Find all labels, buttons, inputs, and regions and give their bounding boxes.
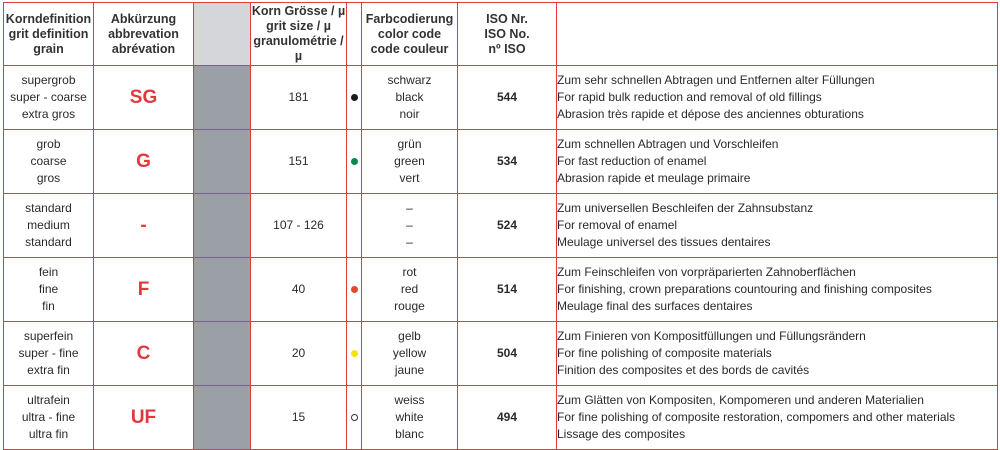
grain-cell xyxy=(4,386,94,450)
grain-name: standard xyxy=(25,235,72,249)
header-iso-de: ISO Nr. xyxy=(486,11,528,26)
description-cell xyxy=(557,194,998,258)
color-name-cell xyxy=(362,386,458,450)
grit-texture-image xyxy=(194,66,251,130)
grit-texture-image xyxy=(194,130,251,194)
header-abbrev-en: abbrevation xyxy=(108,26,179,41)
table-row xyxy=(4,194,998,258)
header-color-de: Farbcodierung xyxy=(365,11,454,26)
description-line: Abrasion très rapide et dépose des anciennes obturations xyxy=(557,107,864,121)
header-abbrev xyxy=(94,3,194,66)
color-name-cell xyxy=(362,66,458,130)
grit-texture-image xyxy=(194,386,251,450)
abbrev-cell: - xyxy=(94,194,194,258)
grain-name: fein xyxy=(38,265,59,279)
grain-name: ultra - fine xyxy=(21,410,76,424)
color-name-cell xyxy=(362,194,458,258)
grain-name: grob xyxy=(36,137,61,151)
color-dot-cell xyxy=(347,322,362,386)
color-name: schwarz xyxy=(387,73,432,87)
grit-size-cell: 181 xyxy=(251,66,347,130)
header-dot xyxy=(347,3,362,66)
description-line: For rapid bulk reduction and removal of old fillings xyxy=(557,90,822,104)
grain-cell xyxy=(4,130,94,194)
color-name: vert xyxy=(399,171,420,185)
description-line: Zum Feinschleifen von vorpräparierten Zahnoberflächen xyxy=(557,265,856,279)
color-name: rot xyxy=(402,265,417,279)
color-dot-cell xyxy=(347,194,362,258)
color-name-cell xyxy=(362,258,458,322)
description-line: Zum schnellen Abtragen und Vorschleifen xyxy=(557,137,779,151)
grit-table xyxy=(3,2,998,450)
yellow-dot-icon xyxy=(351,350,358,357)
grit-size-cell: 15 xyxy=(251,386,347,450)
header-grain-fr: grain xyxy=(33,41,64,56)
header-grit-size xyxy=(251,3,347,66)
description-line: Abrasion rapide et meulage primaire xyxy=(557,171,751,185)
iso-cell: 514 xyxy=(458,258,557,322)
grain-name: coarse xyxy=(30,154,67,168)
table-row xyxy=(4,322,998,386)
grit-size-cell: 40 xyxy=(251,258,347,322)
iso-cell: 504 xyxy=(458,322,557,386)
table-row xyxy=(4,66,998,130)
header-color-fr: code couleur xyxy=(370,41,449,56)
description-line: For fine polishing of composite materials xyxy=(557,346,772,360)
abbrev-cell: F xyxy=(94,258,194,322)
description-cell xyxy=(557,322,998,386)
color-name-cell xyxy=(362,322,458,386)
grain-name: gros xyxy=(36,171,61,185)
color-name: green xyxy=(394,154,425,168)
grain-name: supergrob xyxy=(21,73,76,87)
table-row xyxy=(4,130,998,194)
color-name: black xyxy=(395,90,424,104)
iso-cell: 534 xyxy=(458,130,557,194)
header-description xyxy=(557,3,998,66)
description-cell xyxy=(557,258,998,322)
description-line: Zum Glätten von Kompositen, Kompomeren und anderen Materialien xyxy=(557,393,924,407)
color-name: grün xyxy=(397,137,422,151)
grain-cell xyxy=(4,258,94,322)
header-iso xyxy=(458,3,557,66)
abbrev-cell: G xyxy=(94,130,194,194)
green-dot-icon xyxy=(351,158,358,165)
description-line: Zum sehr schnellen Abtragen und Entfernen alter Füllungen xyxy=(557,73,875,87)
header-grain-de: Korndefinition xyxy=(5,11,92,26)
color-dot-cell xyxy=(347,66,362,130)
grain-cell xyxy=(4,66,94,130)
description-line: Meulage final des surfaces dentaires xyxy=(557,299,753,313)
abbrev-cell: C xyxy=(94,322,194,386)
description-line: For removal of enamel xyxy=(557,218,678,232)
grit-texture-image xyxy=(194,194,251,258)
grain-name: extra gros xyxy=(21,107,76,121)
grain-name: medium xyxy=(27,218,70,232)
color-name: gelb xyxy=(398,329,421,343)
grain-name: super - coarse xyxy=(10,90,87,104)
grain-name: ultra fin xyxy=(28,427,69,441)
description-line: Lissage des composites xyxy=(557,427,686,441)
color-name: white xyxy=(395,410,424,424)
grain-name: extra fin xyxy=(27,363,70,377)
grain-name: superfein xyxy=(23,329,74,343)
header-color-code xyxy=(362,3,458,66)
description-line: Finition des composites et des bords de cavités xyxy=(557,363,810,377)
black-dot-icon xyxy=(351,94,358,101)
header-size-fr: granulométrie / µ xyxy=(253,34,344,63)
header-size-de: Korn Grösse / µ xyxy=(251,4,346,18)
color-name: yellow xyxy=(392,346,427,360)
grit-size-cell: 20 xyxy=(251,322,347,386)
description-line: For finishing, crown preparations countouring and finishing composites xyxy=(557,282,932,296)
color-name: rouge xyxy=(394,299,425,313)
abbrev-cell: SG xyxy=(94,66,194,130)
color-dot-cell xyxy=(347,130,362,194)
grit-texture-image xyxy=(194,258,251,322)
grain-name: fin xyxy=(42,299,55,313)
description-line: Zum universellen Beschleifen der Zahnsubstanz xyxy=(557,201,814,215)
header-abbrev-fr: abrévation xyxy=(111,41,176,56)
description-line: Zum Finieren von Kompositfüllungen und Füllungsrändern xyxy=(557,329,866,343)
header-color-en: color code xyxy=(377,26,442,41)
header-size-en: grit size / µ xyxy=(266,19,331,33)
grit-size-cell: 107 - 126 xyxy=(251,194,347,258)
color-name: noir xyxy=(399,107,420,121)
description-cell xyxy=(557,130,998,194)
table-row xyxy=(4,258,998,322)
color-name: red xyxy=(400,282,419,296)
header-grain-en: grit definition xyxy=(8,26,89,41)
description-cell xyxy=(557,66,998,130)
description-cell xyxy=(557,386,998,450)
iso-cell: 494 xyxy=(458,386,557,450)
color-name: weiss xyxy=(394,393,425,407)
iso-cell: 544 xyxy=(458,66,557,130)
grit-texture-image xyxy=(194,322,251,386)
description-line: For fine polishing of composite restoration, compomers and other materials xyxy=(557,410,956,424)
color-name: blanc xyxy=(395,427,424,441)
description-line: Meulage universel des tissues dentaires xyxy=(557,235,771,249)
white-dot-icon xyxy=(351,414,358,421)
red-dot-icon xyxy=(351,286,358,293)
header-iso-en: ISO No. xyxy=(484,26,530,41)
color-name-cell xyxy=(362,130,458,194)
abbrev-cell: UF xyxy=(94,386,194,450)
header-grain xyxy=(4,3,94,66)
color-name: – xyxy=(406,201,413,215)
grain-name: super - fine xyxy=(18,346,79,360)
color-name: – xyxy=(406,218,413,232)
grain-name: standard xyxy=(25,201,72,215)
header-row xyxy=(4,3,998,66)
color-name: jaune xyxy=(394,363,425,377)
description-line: For fast reduction of enamel xyxy=(557,154,707,168)
color-name: – xyxy=(406,235,413,249)
header-texture xyxy=(194,3,251,66)
color-dot-cell xyxy=(347,258,362,322)
color-dot-cell xyxy=(347,386,362,450)
header-abbrev-de: Abkürzung xyxy=(110,11,177,26)
grit-size-cell: 151 xyxy=(251,130,347,194)
grain-name: ultrafein xyxy=(27,393,70,407)
grain-cell xyxy=(4,322,94,386)
header-iso-fr: nº ISO xyxy=(488,41,526,56)
iso-cell: 524 xyxy=(458,194,557,258)
grain-name: fine xyxy=(38,282,59,296)
grain-cell xyxy=(4,194,94,258)
table-row xyxy=(4,386,998,450)
